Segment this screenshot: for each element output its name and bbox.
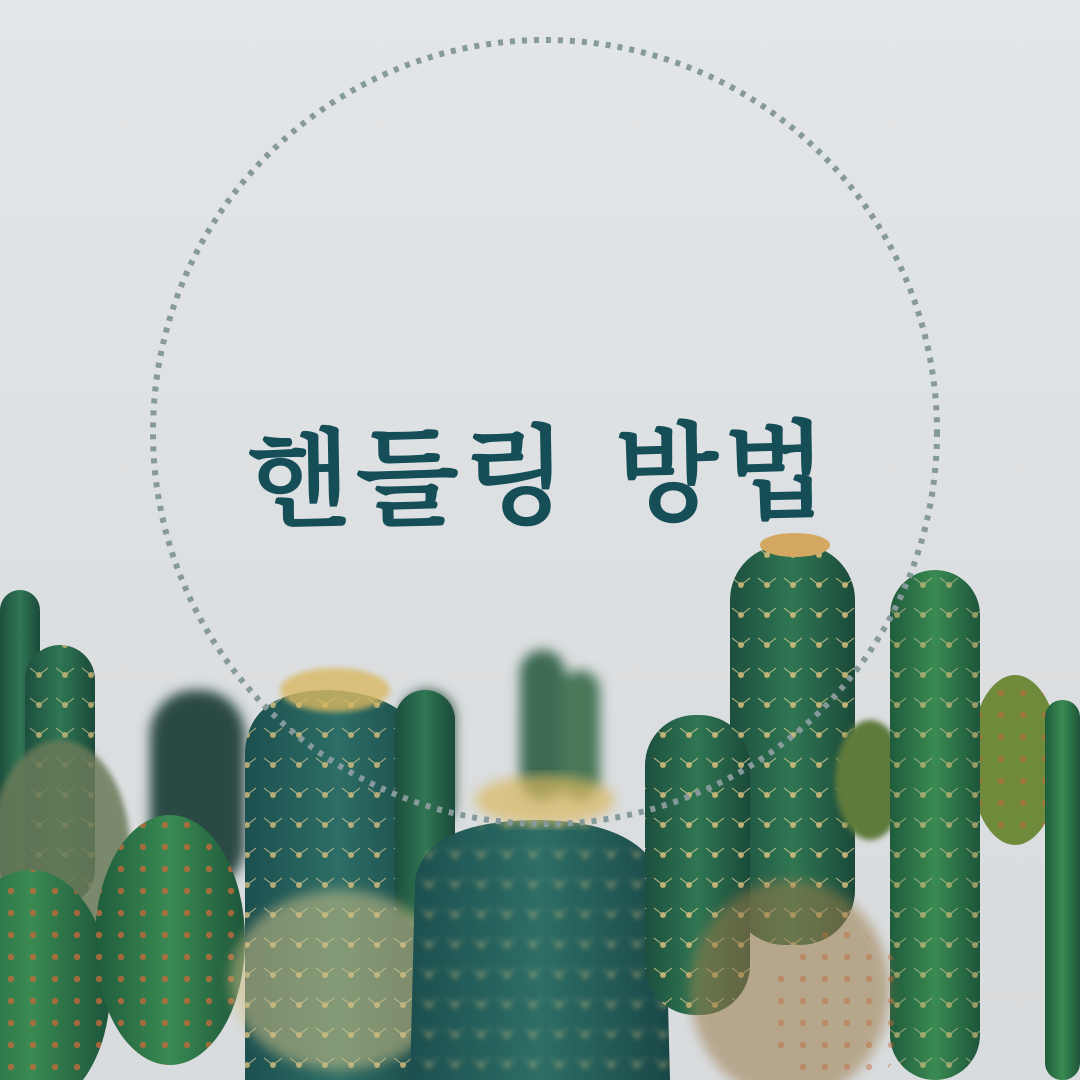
left-cacti xyxy=(0,590,245,1080)
headline-title: 핸들링 방법 xyxy=(246,409,834,544)
